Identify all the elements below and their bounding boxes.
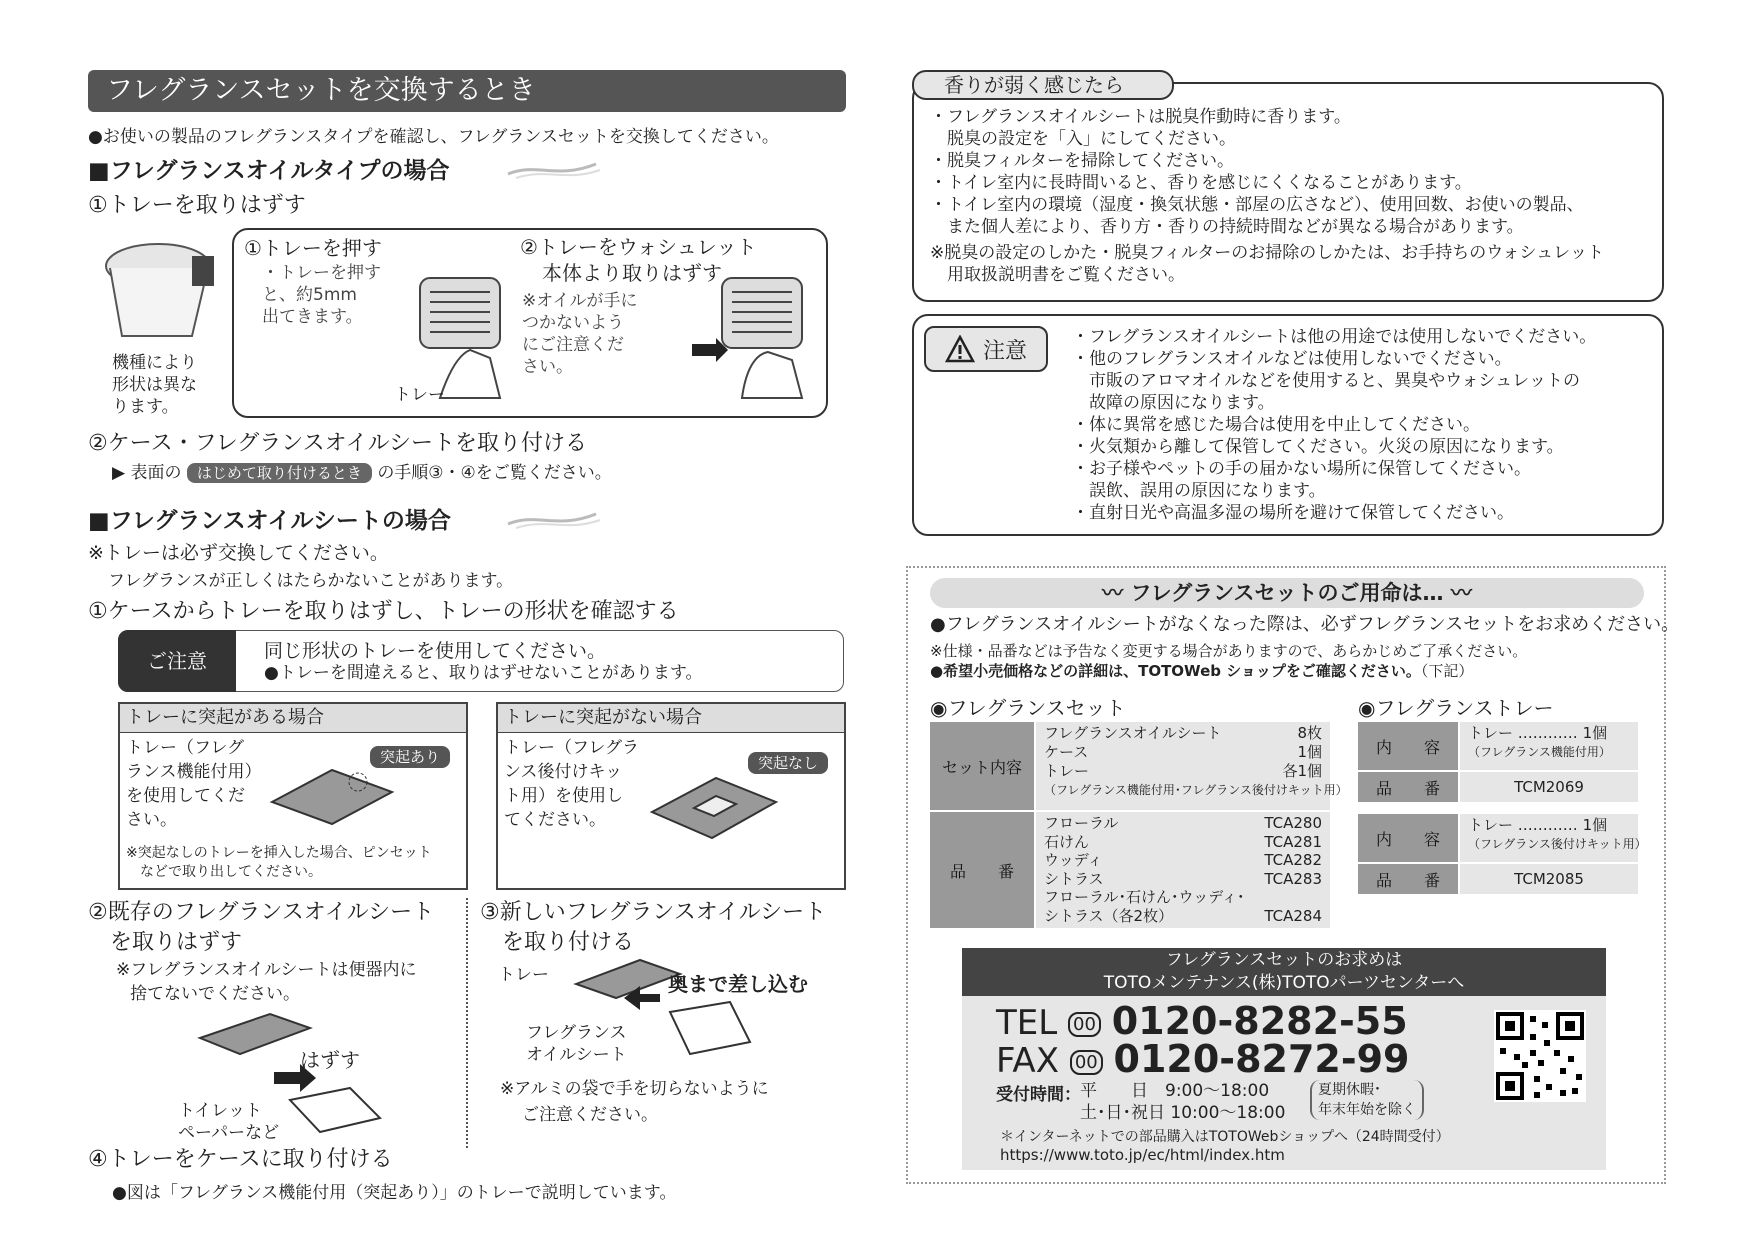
- oil-type-title: ■フレグランスオイルタイプの場合: [88, 158, 450, 184]
- set-content-label: セット内容: [930, 722, 1034, 810]
- caution-text-2: ●トレーを間違えると、取りはずせないことがあります。: [264, 663, 703, 683]
- tray2-content-label: 内 容: [1358, 814, 1458, 862]
- oil-step1: ①トレーを取りはずす: [88, 193, 306, 218]
- fax-line: FAX 00 0120-8272-99: [996, 1037, 1410, 1081]
- tel-line: TEL 00 0120-8282-55: [996, 999, 1408, 1043]
- hours: 平 日 9:00～18:00 土･日･祝日 10:00～18:00: [1080, 1081, 1286, 1123]
- freedial-icon: 00: [1068, 1012, 1101, 1037]
- intro-text: ●お使いの製品のフレグランスタイプを確認し、フレグランスセットを交換してください。: [88, 127, 779, 147]
- set-title: ◉フレグランスセット: [930, 696, 1126, 720]
- scent-swirl-icon: [506, 156, 602, 182]
- caution-warning-list: ・フレグランスオイルシートは他の用途では使用しないでください。 ・他のフレグランスオイルなどは使用しないでください。 市販のアロマオイルなどを使用すると、異臭やウォシュレットの 故障の原因になります。 ・体に異常を感じた場合は使用を中止してください。 ・火気類から離して保管してください。火災の原因になります。 ・お子様やペットの手の届かない場所に保管してください。 誤飲、誤用の原因になります。 ・直射日光や高温多湿の場所を避けて保管してください。: [1072, 327, 1597, 523]
- tray-label: トレー: [394, 385, 445, 405]
- tray2-content-cell: トレー ………… 1個 （フレグランス後付けキット用）: [1460, 814, 1638, 862]
- hours-label: 受付時間：: [996, 1085, 1081, 1105]
- tray-with-bump-illustration: [262, 762, 402, 832]
- no-bump-tag: 突起なし: [748, 752, 828, 774]
- tel-number: 0120-8282-55: [1111, 999, 1408, 1043]
- tray1-code-label: 品 番: [1358, 772, 1458, 802]
- tray-title: ◉フレグランストレー: [1358, 696, 1554, 720]
- push-all-the-way-label: 奥まで差し込む: [668, 972, 808, 996]
- set-code-cell: フローラル TCA280 石けん TCA281 ウッディ TCA282 シトラス TCA283 フローラル･石けん･ウッディ･ シトラス（各2枚） TCA284: [1036, 812, 1330, 928]
- sheet-note-1: ※トレーは必ず交換してください。: [88, 542, 389, 564]
- reference-line: ▶ 表面の はじめて取り付けるとき の手順③・④をご覧ください。: [112, 463, 612, 483]
- sheet-step2: ②既存のフレグランスオイルシート を取りはずす: [88, 900, 435, 955]
- tray-with-bump-text: トレー（フレグ ランス機能付用） を使用してくだ さい。: [126, 738, 262, 830]
- closed-note: 夏期休暇･ 年末年始を除く: [1310, 1080, 1424, 1120]
- tray2-code-label: 品 番: [1358, 864, 1458, 894]
- caution-label: ご注意: [118, 630, 236, 692]
- net-note: ＊インターネットでの部品購入はTOTOWebショップへ（24時間受付）: [1000, 1129, 1450, 1145]
- weak-scent-tab: 香りが弱く感じたら: [912, 70, 1174, 100]
- sheet-step3: ③新しいフレグランスオイルシート を取り付ける: [480, 900, 827, 955]
- sheet-step2-note: ※フレグランスオイルシートは便器内に 捨てないでください。: [116, 960, 417, 1004]
- model-note: 機種により 形状は異な ります。: [112, 353, 197, 417]
- tray1-content-cell: トレー ………… 1個 （フレグランス機能付用）: [1460, 722, 1638, 770]
- oil-sheet-label: フレグランス オイルシート: [526, 1023, 627, 1065]
- remove-label: はずす: [300, 1048, 360, 1072]
- remove-tray-title: ②トレーをウォシュレット 本体より取りはずす: [520, 235, 757, 285]
- oil-step2: ②ケース・フレグランスオイルシートを取り付ける: [88, 431, 587, 456]
- order-line-1: ●フレグランスオイルシートがなくなった際は、必ずフレグランスセットをお求めください。: [930, 614, 1680, 635]
- tray-with-bump-head: トレーに突起がある場合: [120, 704, 466, 733]
- toilet-paper-label: トイレット ペーパーなど: [178, 1101, 280, 1143]
- tray-with-bump-note: ※突起なしのトレーを挿入した場合、ピンセット などで取り出してください。: [126, 845, 432, 880]
- sheet-step4-note: ●図は「フレグランス機能付用（突起あり）」のトレーで説明しています。: [112, 1183, 677, 1203]
- divider: [466, 898, 468, 1148]
- sheet-step1: ①ケースからトレーを取りはずし、トレーの形状を確認する: [88, 599, 679, 624]
- oil-hand-note: ※オイルが手に つかないよう にご注意くだ さい。: [522, 291, 638, 377]
- shop-url[interactable]: https://www.toto.jp/ec/html/index.htm: [1000, 1146, 1285, 1164]
- push-tray-title: ①トレーを押す: [244, 236, 382, 260]
- order-line-3: ●希望小売価格などの詳細は、TOTOWeb ショップをご確認ください。（下記）: [930, 662, 1474, 680]
- tray1-content-label: 内 容: [1358, 722, 1458, 770]
- fax-number: 0120-8272-99: [1113, 1037, 1410, 1081]
- remove-tray-illustration: [672, 268, 822, 408]
- sheet-note-2: フレグランスが正しくはたらかないことがあります。: [108, 571, 514, 591]
- tray2-code: TCM2085: [1460, 864, 1638, 894]
- section-header: フレグランスセットを交換するとき: [88, 70, 846, 112]
- set-code-label: 品 番: [930, 812, 1034, 928]
- sheet-step4: ④トレーをケースに取り付ける: [88, 1147, 393, 1172]
- tray-without-bump-illustration: [642, 768, 782, 848]
- sheet-step3-note: ※アルミの袋で手を切らないように ご注意ください。: [500, 1079, 769, 1125]
- tray-without-bump-text: トレー（フレグラ ンス後付けキッ ト用）を使用し てください。: [504, 738, 639, 830]
- tray1-code: TCM2069: [1460, 772, 1638, 802]
- sheet-type-title: ■フレグランスオイルシートの場合: [88, 508, 451, 534]
- first-install-pill: はじめて取り付けるとき: [187, 463, 372, 483]
- toilet-illustration: [96, 226, 226, 346]
- order-line-2: ※仕様・品番などは予告なく変更する場合がありますので、あらかじめご了承ください。: [930, 642, 1528, 660]
- qr-code-icon[interactable]: [1494, 1010, 1586, 1102]
- order-title: 〰 フレグランスセットのご用命は… 〰: [930, 578, 1644, 608]
- scent-swirl-icon: [506, 506, 602, 532]
- freedial-icon: 00: [1070, 1050, 1103, 1075]
- set-content-cell: フレグランスオイルシート 8枚 ケース 1個 トレー 各1個 （フレグランス機能付用･フレグランス後付けキット用）: [1036, 722, 1330, 810]
- step3-tray-label: トレー: [498, 965, 549, 985]
- push-tray-text: ・トレーを押す と、約5mm 出てきます。: [262, 263, 381, 327]
- contact-header: フレグランスセットのお求めは TOTOメンテナンス(株)TOTOパーツセンターへ: [962, 948, 1606, 996]
- bump-tag: 突起あり: [370, 746, 450, 768]
- caution-warning-label: 注意: [924, 326, 1048, 372]
- caution-text-1: 同じ形状のトレーを使用してください。: [264, 640, 607, 662]
- tray-without-bump-head: トレーに突起がない場合: [498, 704, 844, 733]
- weak-scent-list: ・フレグランスオイルシートは脱臭作動時に香ります。 脱臭の設定を「入」にしてください。 ・脱臭フィルターを掃除してください。 ・トイレ室内に長時間いると、香りを感じにくくなることがあります。 ・トイレ室内の環境（湿度・換気状態・部屋の広さなど）、使用回数、お使いの製品、 また個人差により、香り方・香りの持続時間などが異なる場合があります。 ※脱臭の設定のしかた・脱臭フィルターのお掃除のしかたは、お手持ちのウォシュレット 用取扱説明書をご覧ください。: [930, 107, 1605, 285]
- warning-triangle-icon: [945, 335, 975, 363]
